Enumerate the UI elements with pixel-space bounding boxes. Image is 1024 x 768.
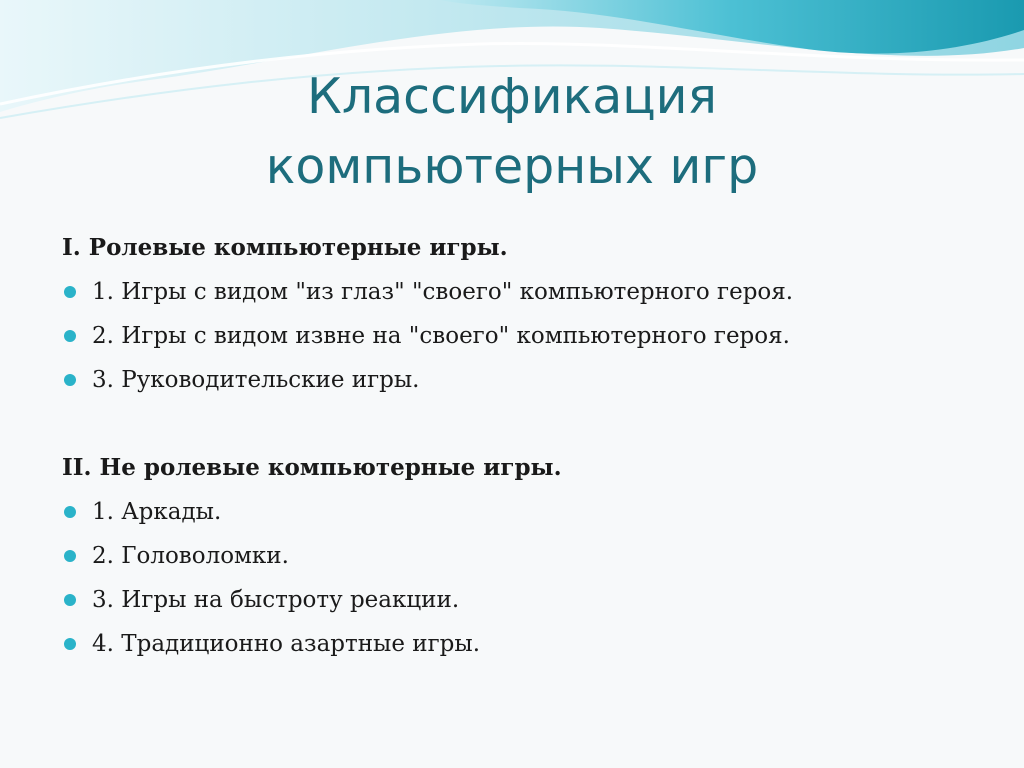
list-item-text: 4. Традиционно азартные игры. [92, 631, 481, 657]
list-item-text: 1. Игры с видом "из глаз" "своего" компьютерного героя. [92, 279, 794, 305]
list-item-text: 3. Игры на быстроту реакции. [92, 587, 460, 613]
bullet-dot-icon [64, 550, 76, 562]
slide-title-line-1: Классификация [307, 68, 717, 125]
bullet-dot-icon [64, 506, 76, 518]
section-non-roleplay [62, 446, 1002, 666]
list-item [62, 358, 1002, 402]
bullet-dot-icon [64, 594, 76, 606]
slide-title [0, 62, 1024, 202]
section-heading: I. Ролевые компьютерные игры. [62, 234, 508, 261]
bullet-dot-icon [64, 286, 76, 298]
section-roleplay [62, 226, 1002, 402]
section-spacer [62, 402, 1002, 446]
content-body [62, 226, 1002, 666]
list-item [62, 534, 1002, 578]
list-item [62, 490, 1002, 534]
section-heading: II. Не ролевые компьютерные игры. [62, 454, 562, 481]
bullet-dot-icon [64, 374, 76, 386]
section-list [62, 270, 1002, 402]
slide-title-line-2: компьютерных игр [265, 138, 759, 195]
bullet-dot-icon [64, 330, 76, 342]
list-item-text: 3. Руководительские игры. [92, 367, 420, 393]
list-item-text: 1. Аркады. [92, 499, 222, 525]
section-list [62, 490, 1002, 666]
bullet-dot-icon [64, 638, 76, 650]
list-item [62, 314, 1002, 358]
list-item-text: 2. Игры с видом извне на "своего" компьютерного героя. [92, 323, 790, 349]
list-item [62, 270, 1002, 314]
list-item-text: 2. Головоломки. [92, 543, 289, 569]
list-item [62, 622, 1002, 666]
list-item [62, 578, 1002, 622]
